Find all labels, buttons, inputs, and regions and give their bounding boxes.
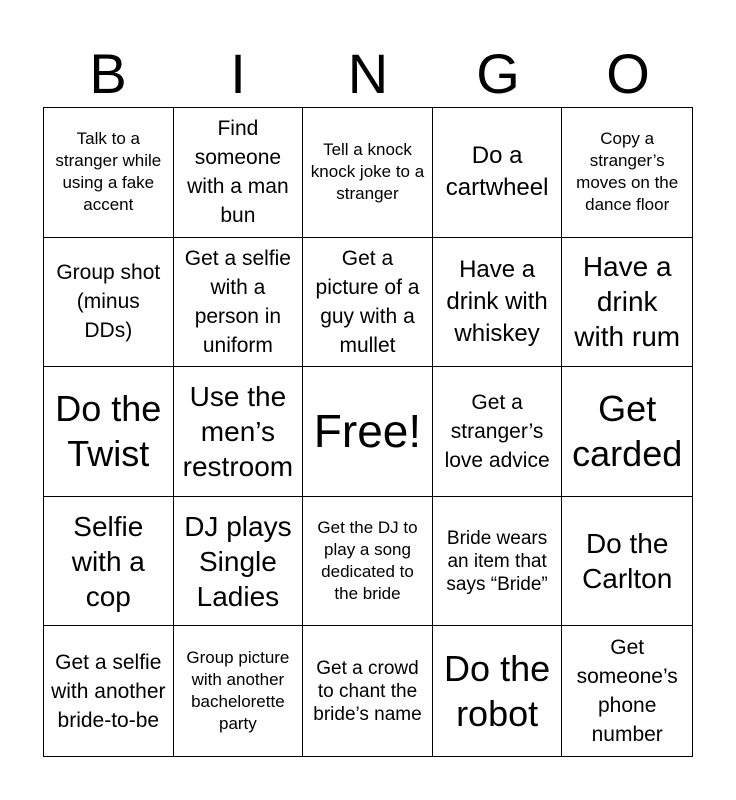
bingo-card-grid xyxy=(43,107,693,757)
header-letter-o: O xyxy=(606,42,650,105)
header-letter-i: I xyxy=(230,42,246,105)
bingo-cell xyxy=(433,238,563,368)
bingo-cell-text: Group picture with another bachelorette party xyxy=(186,648,290,734)
header-letter-b: B xyxy=(89,42,127,105)
bingo-cell-text: Do the robot xyxy=(444,648,551,735)
free-space-cell xyxy=(303,367,433,497)
bingo-cell xyxy=(433,367,563,497)
bingo-cell-text: Have a drink with whiskey xyxy=(446,255,548,347)
bingo-cell-text: Do the Carlton xyxy=(582,528,673,595)
bingo-cell xyxy=(562,367,692,497)
bingo-cell-text: Do a cartwheel xyxy=(445,142,549,202)
bingo-cell xyxy=(303,108,433,238)
bingo-cell xyxy=(44,497,174,627)
bingo-cell-text: Bride wears an item that says “Bride” xyxy=(446,527,548,595)
free-space-text: Free! xyxy=(313,405,422,458)
bingo-cell xyxy=(562,108,692,238)
header-letter-n: N xyxy=(347,42,389,105)
bingo-cell xyxy=(562,626,692,756)
bingo-cell-text: Get carded xyxy=(572,388,683,475)
bingo-header xyxy=(43,40,693,108)
bingo-cell xyxy=(174,367,304,497)
bingo-cell xyxy=(562,238,692,368)
bingo-cell-text: Get a picture of a guy with a mullet xyxy=(315,246,420,357)
bingo-cell xyxy=(562,497,692,627)
bingo-cell-text: Talk to a stranger while using a fake accent xyxy=(55,129,162,215)
bingo-cell-text: Group shot (minus DDs) xyxy=(56,261,161,343)
bingo-cell-text: Get a selfie with another bride-to-be xyxy=(51,650,166,732)
bingo-cell xyxy=(174,497,304,627)
header-letter-g: G xyxy=(476,42,520,105)
bingo-cell xyxy=(433,626,563,756)
bingo-cell-text: Get someone’s phone number xyxy=(576,636,678,747)
bingo-cell xyxy=(44,367,174,497)
bingo-cell xyxy=(174,238,304,368)
bingo-cell xyxy=(44,238,174,368)
bingo-cell-text: DJ plays Single Ladies xyxy=(184,510,292,612)
bingo-cell xyxy=(174,626,304,756)
bingo-cell-text: Get a selfie with a person in uniform xyxy=(184,246,291,357)
bingo-cell xyxy=(433,497,563,627)
bingo-cell-text: Get a crowd to chant the bride’s name xyxy=(313,657,422,725)
bingo-cell xyxy=(303,497,433,627)
bingo-cell xyxy=(303,626,433,756)
bingo-cell xyxy=(303,238,433,368)
bingo-cell-text: Use the men’s restroom xyxy=(182,380,294,482)
bingo-cell-text: Selfie with a cop xyxy=(71,510,145,612)
bingo-cell xyxy=(44,108,174,238)
bingo-cell xyxy=(433,108,563,238)
bingo-cell xyxy=(44,626,174,756)
bingo-cell-text: Find someone with a man bun xyxy=(187,117,289,228)
bingo-cell xyxy=(174,108,304,238)
bingo-cell-text: Have a drink with rum xyxy=(574,251,681,353)
bingo-cell-text: Tell a knock knock joke to a stranger xyxy=(310,140,425,204)
bingo-cell-text: Do the Twist xyxy=(55,388,162,475)
bingo-cell-text: Get a stranger’s love advice xyxy=(444,390,550,472)
bingo-cell-text: Get the DJ to play a song dedicated to the bride xyxy=(317,518,418,604)
bingo-cell-text: Copy a stranger’s moves on the dance floor xyxy=(576,129,679,215)
